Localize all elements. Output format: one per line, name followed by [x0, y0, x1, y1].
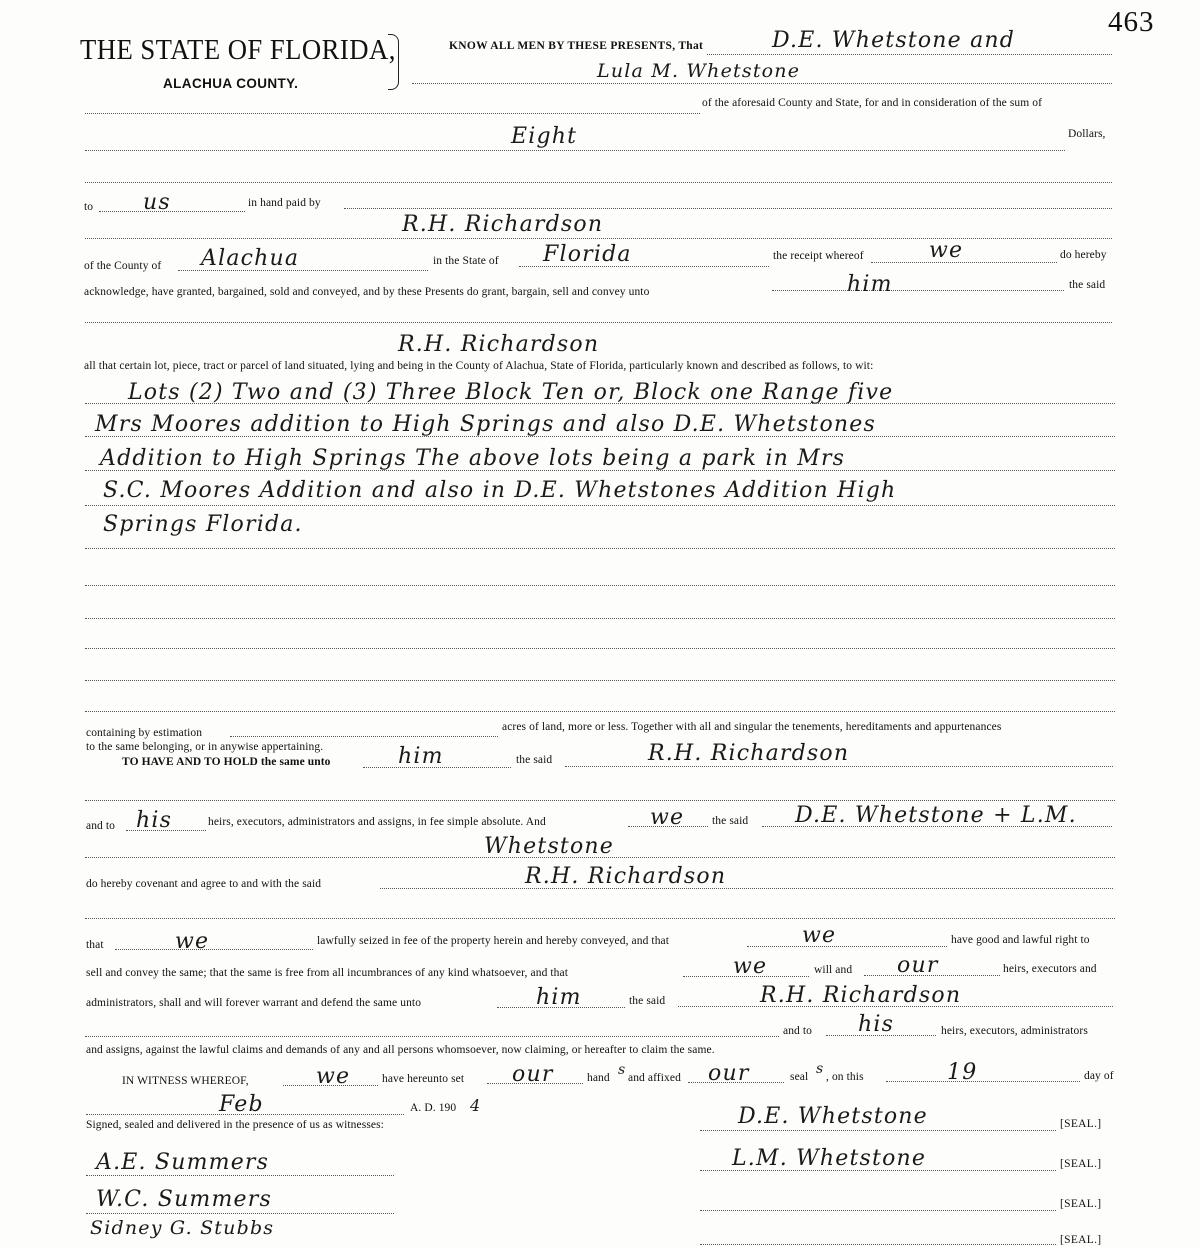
witness-pronoun-2: our: [708, 1061, 750, 1086]
grantor-signature-1: D.E. Whetstone: [738, 1104, 928, 1129]
defend-unto: him: [536, 985, 582, 1010]
warranty-name: R.H. Richardson: [760, 983, 962, 1008]
and-to-label: and to: [783, 1025, 813, 1037]
line: [85, 182, 1112, 183]
line: [85, 470, 1115, 471]
description-line-3: Addition to High Springs The above lots being a park in Mrs: [100, 446, 846, 471]
have-good-text: have good and lawful right to: [951, 934, 1090, 946]
description-line-4: S.C. Moores Addition and also in D.E. Whetstones Addition High: [103, 478, 897, 503]
containing-label: containing by estimation: [86, 727, 203, 739]
in-state-label: in the State of: [433, 255, 499, 267]
to-label: to: [84, 201, 94, 213]
signed-sealed-text: Signed, sealed and delivered in the presence of us as witnesses:: [86, 1119, 384, 1131]
seal-suffix: s: [816, 1061, 825, 1077]
line: [85, 711, 1115, 712]
have-hereunto-label: have hereunto set: [382, 1073, 465, 1085]
witness-month: Feb: [219, 1092, 264, 1117]
the-said-label: the said: [1069, 279, 1106, 291]
receipt-whereof-label: the receipt whereof: [773, 250, 864, 262]
heirs-names-1: D.E. Whetstone + L.M.: [795, 803, 1077, 828]
the-said-label: the said: [712, 815, 749, 827]
line: [85, 548, 1115, 549]
heirs-admin-text: heirs, executors, administrators: [941, 1025, 1088, 1037]
heirs-pronoun: his: [136, 808, 173, 833]
line: [700, 1210, 1056, 1211]
line: [85, 150, 1065, 151]
description-line-5: Springs Florida.: [103, 512, 303, 537]
convey-unto: him: [847, 272, 893, 297]
line: [230, 736, 498, 737]
witness-signature-3: Sidney G. Stubbs: [90, 1217, 275, 1239]
line: [700, 1130, 1056, 1131]
will-and-label: will and: [814, 964, 853, 976]
consideration-text: of the aforesaid County and State, for and in consideration of the sum of: [702, 97, 1043, 109]
acknowledge-text: acknowledge, have granted, bargained, sold and conveyed, and by these Presents do grant, bargain, sell and convey unto: [84, 286, 650, 298]
seal-label: seal: [790, 1071, 809, 1083]
line: [85, 322, 1112, 323]
line: [85, 585, 1115, 586]
line: [85, 505, 1115, 506]
seal-mark-2: [SEAL.]: [1060, 1158, 1102, 1170]
hold-unto: him: [398, 744, 444, 769]
year-digit: 4: [470, 1096, 482, 1115]
warranty-party-3: we: [733, 954, 768, 979]
in-witness-label: IN WITNESS WHEREOF,: [122, 1075, 249, 1087]
line: [115, 949, 313, 950]
land-intro-text: all that certain lot, piece, tract or parcel of land situated, lying and being in the County of Alachua, State of Florida, particularly known and described as follows, to wit:: [84, 360, 874, 372]
payer-name: R.H. Richardson: [402, 212, 604, 237]
line: [99, 211, 245, 212]
heirs-names-2: Whetstone: [484, 834, 615, 859]
do-hereby-label: do hereby: [1060, 249, 1107, 261]
line: [85, 1036, 779, 1037]
witness-signature-1: A.E. Summers: [96, 1150, 270, 1175]
line: [85, 618, 1115, 619]
in-hand-paid-by-label: in hand paid by: [248, 197, 321, 209]
hold-name: R.H. Richardson: [648, 741, 850, 766]
on-this-label: , on this: [826, 1071, 864, 1083]
receipt-party: we: [929, 238, 964, 263]
ad-label: A. D. 190: [410, 1102, 457, 1114]
heirs-text: heirs, executors, administrators and assigns, in fee simple absolute. And: [208, 816, 546, 828]
line: [871, 262, 1057, 263]
line: [85, 403, 1115, 404]
warranty-pronoun: our: [897, 953, 939, 978]
and-affixed-label: and affixed: [628, 1072, 681, 1084]
line: [380, 888, 1113, 889]
seal-mark-3: [SEAL.]: [1060, 1198, 1102, 1210]
line: [86, 1213, 394, 1214]
description-line-1: Lots (2) Two and (3) Three Block Ten or, Block one Range five: [128, 380, 894, 405]
consideration-amount: Eight: [511, 124, 578, 149]
warranty-pronoun-2: his: [858, 1012, 895, 1037]
administrators-text: administrators, shall and will forever warrant and defend the same unto: [86, 997, 422, 1009]
line: [85, 680, 1115, 681]
county-title: ALACHUA COUNTY.: [163, 76, 299, 91]
line: [85, 648, 1115, 649]
line: [85, 113, 700, 114]
paid-to: us: [143, 190, 171, 215]
line: [85, 436, 1115, 437]
warranty-party-1: we: [175, 929, 210, 954]
line: [565, 766, 1113, 767]
page-number: 463: [1108, 6, 1155, 38]
grantor-signature-2: L.M. Whetstone: [732, 1146, 927, 1171]
line: [886, 1081, 1080, 1082]
grantor-line-1: [707, 54, 1112, 55]
sell-convey-text: sell and convey the same; that the same is free from all incumbrances of any kind whatsoever, and that: [86, 967, 569, 979]
witness-party: we: [316, 1064, 351, 1089]
seal-mark-1: [SEAL.]: [1060, 1118, 1102, 1130]
and-to-label: and to: [86, 820, 116, 832]
the-said-label: the said: [516, 754, 553, 766]
description-line-2: Mrs Moores addition to High Springs and also D.E. Whetstones: [95, 412, 876, 437]
belonging-text: to the same belonging, or in anywise appertaining.: [86, 741, 324, 753]
line: [85, 918, 1115, 919]
witness-pronoun: our: [512, 1062, 554, 1087]
warranty-party-2: we: [802, 923, 837, 948]
line: [747, 946, 947, 947]
lawfully-text: lawfully seized in fee of the property herein and hereby conveyed, and that: [317, 935, 670, 947]
grantor-names-2: Lula M. Whetstone: [597, 60, 801, 82]
line: [344, 208, 1112, 209]
dollars-label: Dollars,: [1068, 128, 1106, 140]
seal-mark-4: [SEAL.]: [1060, 1234, 1102, 1246]
that-label: that: [86, 939, 104, 951]
line: [85, 800, 1115, 801]
know-all-text: KNOW ALL MEN BY THESE PRESENTS, That: [449, 40, 704, 52]
header-bracket: [388, 34, 399, 90]
hand-label: hand: [587, 1072, 610, 1084]
grantor-line-2: [412, 83, 1112, 84]
covenant-text: do hereby covenant and agree to and with the said: [86, 878, 322, 890]
acres-text: acres of land, more or less. Together with all and singular the tenements, hereditaments and appurtenances: [502, 721, 1002, 733]
the-said-label: the said: [629, 995, 666, 1007]
witness-signature-2: W.C. Summers: [96, 1187, 272, 1212]
line: [86, 1175, 394, 1176]
of-county-label: of the County of: [84, 260, 162, 272]
assigns-text: and assigns, against the lawful claims and demands of any and all persons whomsoever, now claiming, or hereafter to claim the same.: [86, 1044, 715, 1056]
county-name: Alachua: [201, 246, 300, 271]
covenant-name: R.H. Richardson: [525, 864, 727, 889]
heirs-exec-text: heirs, executors and: [1003, 963, 1097, 975]
grantor-names-1: D.E. Whetstone and: [772, 28, 1016, 53]
state-title: THE STATE OF FLORIDA,: [80, 34, 396, 66]
to-have-text: TO HAVE AND TO HOLD the same unto: [122, 756, 331, 768]
line: [772, 290, 1064, 291]
hand-suffix: s: [618, 1062, 627, 1078]
grantee-name: R.H. Richardson: [398, 332, 600, 357]
state-name: Florida: [543, 242, 632, 267]
line: [700, 1244, 1056, 1245]
heirs-party: we: [650, 805, 685, 830]
witness-day: 19: [947, 1060, 978, 1085]
day-of-label: day of: [1084, 1070, 1114, 1082]
